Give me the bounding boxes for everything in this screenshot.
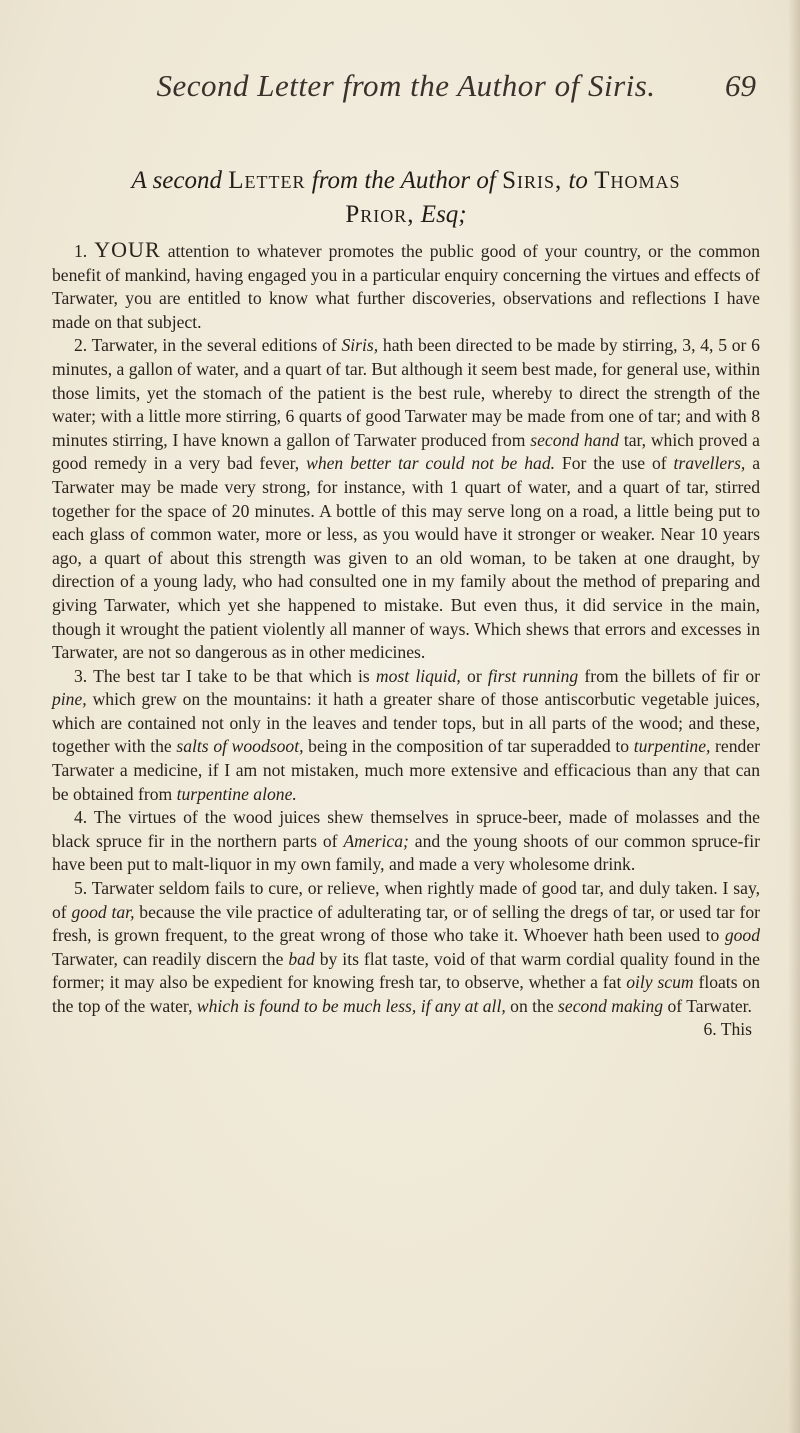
- italic-run: bad: [288, 948, 315, 969]
- letter-title-letter: Letter: [228, 167, 306, 194]
- text-run: from the billets of fir or: [578, 665, 760, 686]
- paragraph-2: [52, 334, 760, 664]
- italic-run: salts of woodsoot,: [176, 736, 304, 757]
- text-run: by its flat taste, void of that warm cordial quality found in the former; it may also be expedient for knowing fresh tar, to observe, whether a fat: [52, 948, 760, 993]
- text-run: For the use of: [555, 453, 674, 474]
- page-number: 69: [725, 68, 756, 103]
- text-run: Tarwater, can readily discern the: [52, 948, 289, 969]
- italic-run: pine,: [52, 689, 87, 710]
- letter-title-prefix: A second: [131, 167, 222, 194]
- italic-run: oily scum: [626, 972, 694, 993]
- letter-title-siris: Siris,: [502, 167, 563, 194]
- letter-body: [52, 238, 760, 1019]
- italic-run: travellers,: [673, 453, 746, 474]
- italic-run: good tar,: [71, 901, 135, 922]
- paragraph-lead-word: YOUR: [94, 237, 161, 262]
- letter-title: [52, 164, 760, 232]
- text-run: of Tarwater.: [663, 996, 752, 1016]
- text-run: Tarwater, in the several editions of: [91, 335, 342, 356]
- text-run: The virtues of the wood juices shew themselves in spruce-beer, made of molasses and the black spruce fir in the northern parts of: [52, 807, 760, 851]
- italic-run: first running: [487, 665, 579, 686]
- paragraph-1: [52, 238, 760, 334]
- paragraph-number: 5.: [74, 878, 88, 899]
- paragraph-number: 4.: [74, 807, 88, 828]
- text-run: floats on the top of the water,: [52, 972, 760, 1016]
- italic-run: Siris,: [341, 335, 379, 356]
- running-head-title: Second Letter from the Author of Siris.: [156, 68, 656, 103]
- italic-run: second hand: [530, 429, 620, 450]
- running-head: [52, 68, 760, 108]
- text-run: which grew on the mountains: it hath a greater share of those antiscorbutic vegetable juices, which are contained not only in the leaves and tender tops, but in all parts of the wood; and these, together with the: [52, 689, 760, 757]
- text-run: hath been directed to be made by stirring, 3, 4, 5 or 6 minutes, a gallon of water, and a quart of tar. But although it seem best made, for general use, within those limits, yet the stomach of the patient is the best rule, whereby to direct the strength of the water; with a little more stirring, 6 quarts of good Tarwater may be made from one of tar; and with 8 minutes stirring, I have known a gallon of Tarwater produced from: [52, 335, 760, 450]
- letter-title-middle: from the Author of: [311, 167, 496, 194]
- italic-run: good: [724, 925, 760, 946]
- italic-run: America;: [343, 830, 409, 851]
- text-run: because the vile practice of adulterating tar, or of selling the dregs of tar, or used tar for fresh, is grown frequent, to the great wrong of those who take it. Whoever hath been used to: [52, 901, 760, 946]
- text-run: and the young shoots of our common spruce-fir have been put to malt-liquor in my own family, and made a very wholesome drink.: [52, 830, 760, 875]
- text-run: a Tarwater may be made very strong, for instance, with 1 quart of water, and a quart of tar, stirred together for the space of 20 minutes. A bottle of this may serve long on a road, a little being put to each glass of common water, more or less, as you would have it stronger or weaker. Near 10 years ago, a quart of about this strength was given to an old woman, to be taken at one draught, by direction of a young lady, who had consulted one in my family about the method of preparing and giving Tarwater, which yet she happened to mistake. But even thus, it did service in the main, though it wrought the patient violently all manner of ways. Which shews that errors and excesses in Tarwater, are not so dangerous as in other medicines.: [52, 453, 761, 663]
- paragraph-3: [52, 665, 760, 807]
- paragraph-number: 2.: [74, 335, 88, 356]
- text-run: The best tar I take to be that which is: [93, 665, 376, 686]
- italic-run: turpentine alone.: [176, 783, 297, 804]
- italic-run: second making: [558, 996, 664, 1016]
- page-edge-shadow: [788, 0, 800, 1433]
- letter-title-recipient: Thomas: [594, 167, 681, 194]
- text-run: tar, which proved a good remedy in a very bad fever,: [52, 429, 760, 474]
- paragraph-number: 1.: [74, 241, 88, 261]
- paragraph-text: attention to whatever promotes the public good of your country, or the common benefit of mankind, having engaged you in a particular enquiry concerning the virtues and effects of Tarwater, you are entitled to know what further discoveries, observations and reflections I have made on that subject.: [52, 241, 760, 332]
- text-run: or: [460, 665, 488, 686]
- italic-run: which is found to be much less, if any at all,: [196, 996, 506, 1016]
- letter-title-to: to: [568, 167, 588, 194]
- text-run: being in the composition of tar superadded to: [303, 736, 634, 757]
- text-run: on the: [505, 996, 559, 1016]
- text-run: render Tarwater a medicine, if I am not mistaken, much more extensive and efficacious than any that can be obtained from: [52, 736, 760, 804]
- letter-title-recipient-surname: Prior,: [345, 201, 415, 228]
- letter-title-esq: Esq;: [420, 201, 467, 228]
- italic-run: when better tar could not be had.: [306, 453, 556, 474]
- italic-run: most liquid,: [375, 665, 461, 686]
- paragraph-4: [52, 806, 760, 877]
- text-run: Tarwater seldom fails to cure, or relieve, when rightly made of good tar, and duly taken. I say, of: [52, 878, 760, 922]
- catchword: 6. This: [703, 1018, 752, 1039]
- paragraph-number: 3.: [74, 665, 88, 686]
- italic-run: turpentine,: [633, 736, 711, 757]
- paragraph-5: [52, 877, 760, 1019]
